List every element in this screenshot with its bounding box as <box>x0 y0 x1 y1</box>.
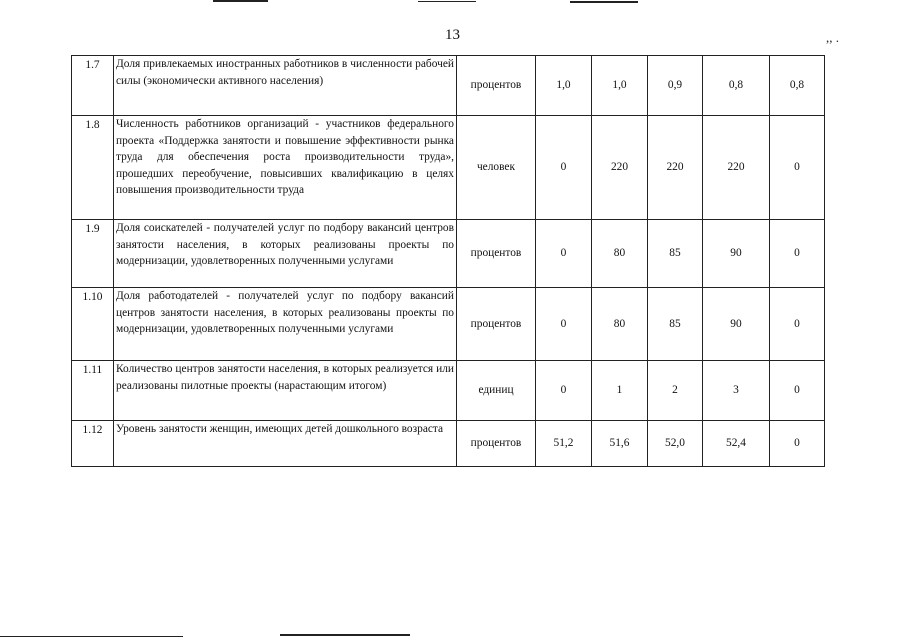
value-cell: 0 <box>536 220 592 288</box>
row-number: 1.8 <box>72 116 114 220</box>
scan-artifact-line <box>0 636 183 637</box>
row-number: 1.9 <box>72 220 114 288</box>
value-cell: 80 <box>592 288 648 361</box>
value-cell: 0 <box>536 116 592 220</box>
scan-artifact-line <box>418 1 476 2</box>
value-cell: 0 <box>536 288 592 361</box>
value-cell: 1 <box>592 361 648 421</box>
value-cell: 85 <box>648 288 703 361</box>
value-cell: 52,4 <box>703 421 770 467</box>
table-row <box>72 116 825 220</box>
indicator-name: Доля работодателей - получателей услуг по подбору вакансий центров занятости населения, в которых реализованы проекты по модернизации, удовлетворенных полученными услугами <box>114 288 457 361</box>
unit-cell: процентов <box>457 56 536 116</box>
table-row <box>72 421 825 467</box>
unit-cell: процентов <box>457 220 536 288</box>
table-row <box>72 220 825 288</box>
row-number: 1.12 <box>72 421 114 467</box>
indicator-name: Доля соискателей - получателей услуг по подбору вакансий центров занятости населения, в которых реализованы проекты по модернизации, удовлетворенных полученными услугами <box>114 220 457 288</box>
value-cell: 80 <box>592 220 648 288</box>
value-cell: 90 <box>703 220 770 288</box>
value-cell: 220 <box>592 116 648 220</box>
value-cell: 0,8 <box>770 56 825 116</box>
corner-mark: ,, . <box>826 30 839 45</box>
value-cell: 1,0 <box>592 56 648 116</box>
value-cell: 0 <box>770 361 825 421</box>
unit-cell: единиц <box>457 361 536 421</box>
scan-artifact-line <box>280 634 410 636</box>
value-cell: 1,0 <box>536 56 592 116</box>
value-cell: 0 <box>770 421 825 467</box>
value-cell: 0 <box>770 116 825 220</box>
value-cell: 3 <box>703 361 770 421</box>
value-cell: 0 <box>536 361 592 421</box>
indicators-table <box>71 55 825 467</box>
scan-artifact-line <box>570 1 638 3</box>
value-cell: 220 <box>703 116 770 220</box>
scan-artifact-line <box>213 0 268 2</box>
value-cell: 0,8 <box>703 56 770 116</box>
page-number: 13 <box>445 27 460 43</box>
value-cell: 2 <box>648 361 703 421</box>
value-cell: 85 <box>648 220 703 288</box>
value-cell: 51,6 <box>592 421 648 467</box>
indicator-name: Доля привлекаемых иностранных работников в численности рабочей силы (экономически активного населения) <box>114 56 457 116</box>
value-cell: 220 <box>648 116 703 220</box>
indicator-name: Количество центров занятости населения, в которых реализуется или реализованы пилотные проекты (нарастающим итогом) <box>114 361 457 421</box>
indicator-name: Уровень занятости женщин, имеющих детей дошкольного возраста <box>114 421 457 467</box>
value-cell: 0 <box>770 220 825 288</box>
value-cell: 0 <box>770 288 825 361</box>
row-number: 1.7 <box>72 56 114 116</box>
value-cell: 52,0 <box>648 421 703 467</box>
row-number: 1.10 <box>72 288 114 361</box>
row-number: 1.11 <box>72 361 114 421</box>
unit-cell: человек <box>457 116 536 220</box>
value-cell: 0,9 <box>648 56 703 116</box>
table-row <box>72 288 825 361</box>
table-row <box>72 56 825 116</box>
unit-cell: процентов <box>457 288 536 361</box>
unit-cell: процентов <box>457 421 536 467</box>
value-cell: 90 <box>703 288 770 361</box>
value-cell: 51,2 <box>536 421 592 467</box>
table-row <box>72 361 825 421</box>
indicator-name: Численность работников организаций - участников федерального проекта «Поддержка занятости и повышение эффективности рынка труда для обеспечения роста производительности труда», прошедших переобучение, повысивших квалификацию в целях повышения производительности труда <box>114 116 457 220</box>
